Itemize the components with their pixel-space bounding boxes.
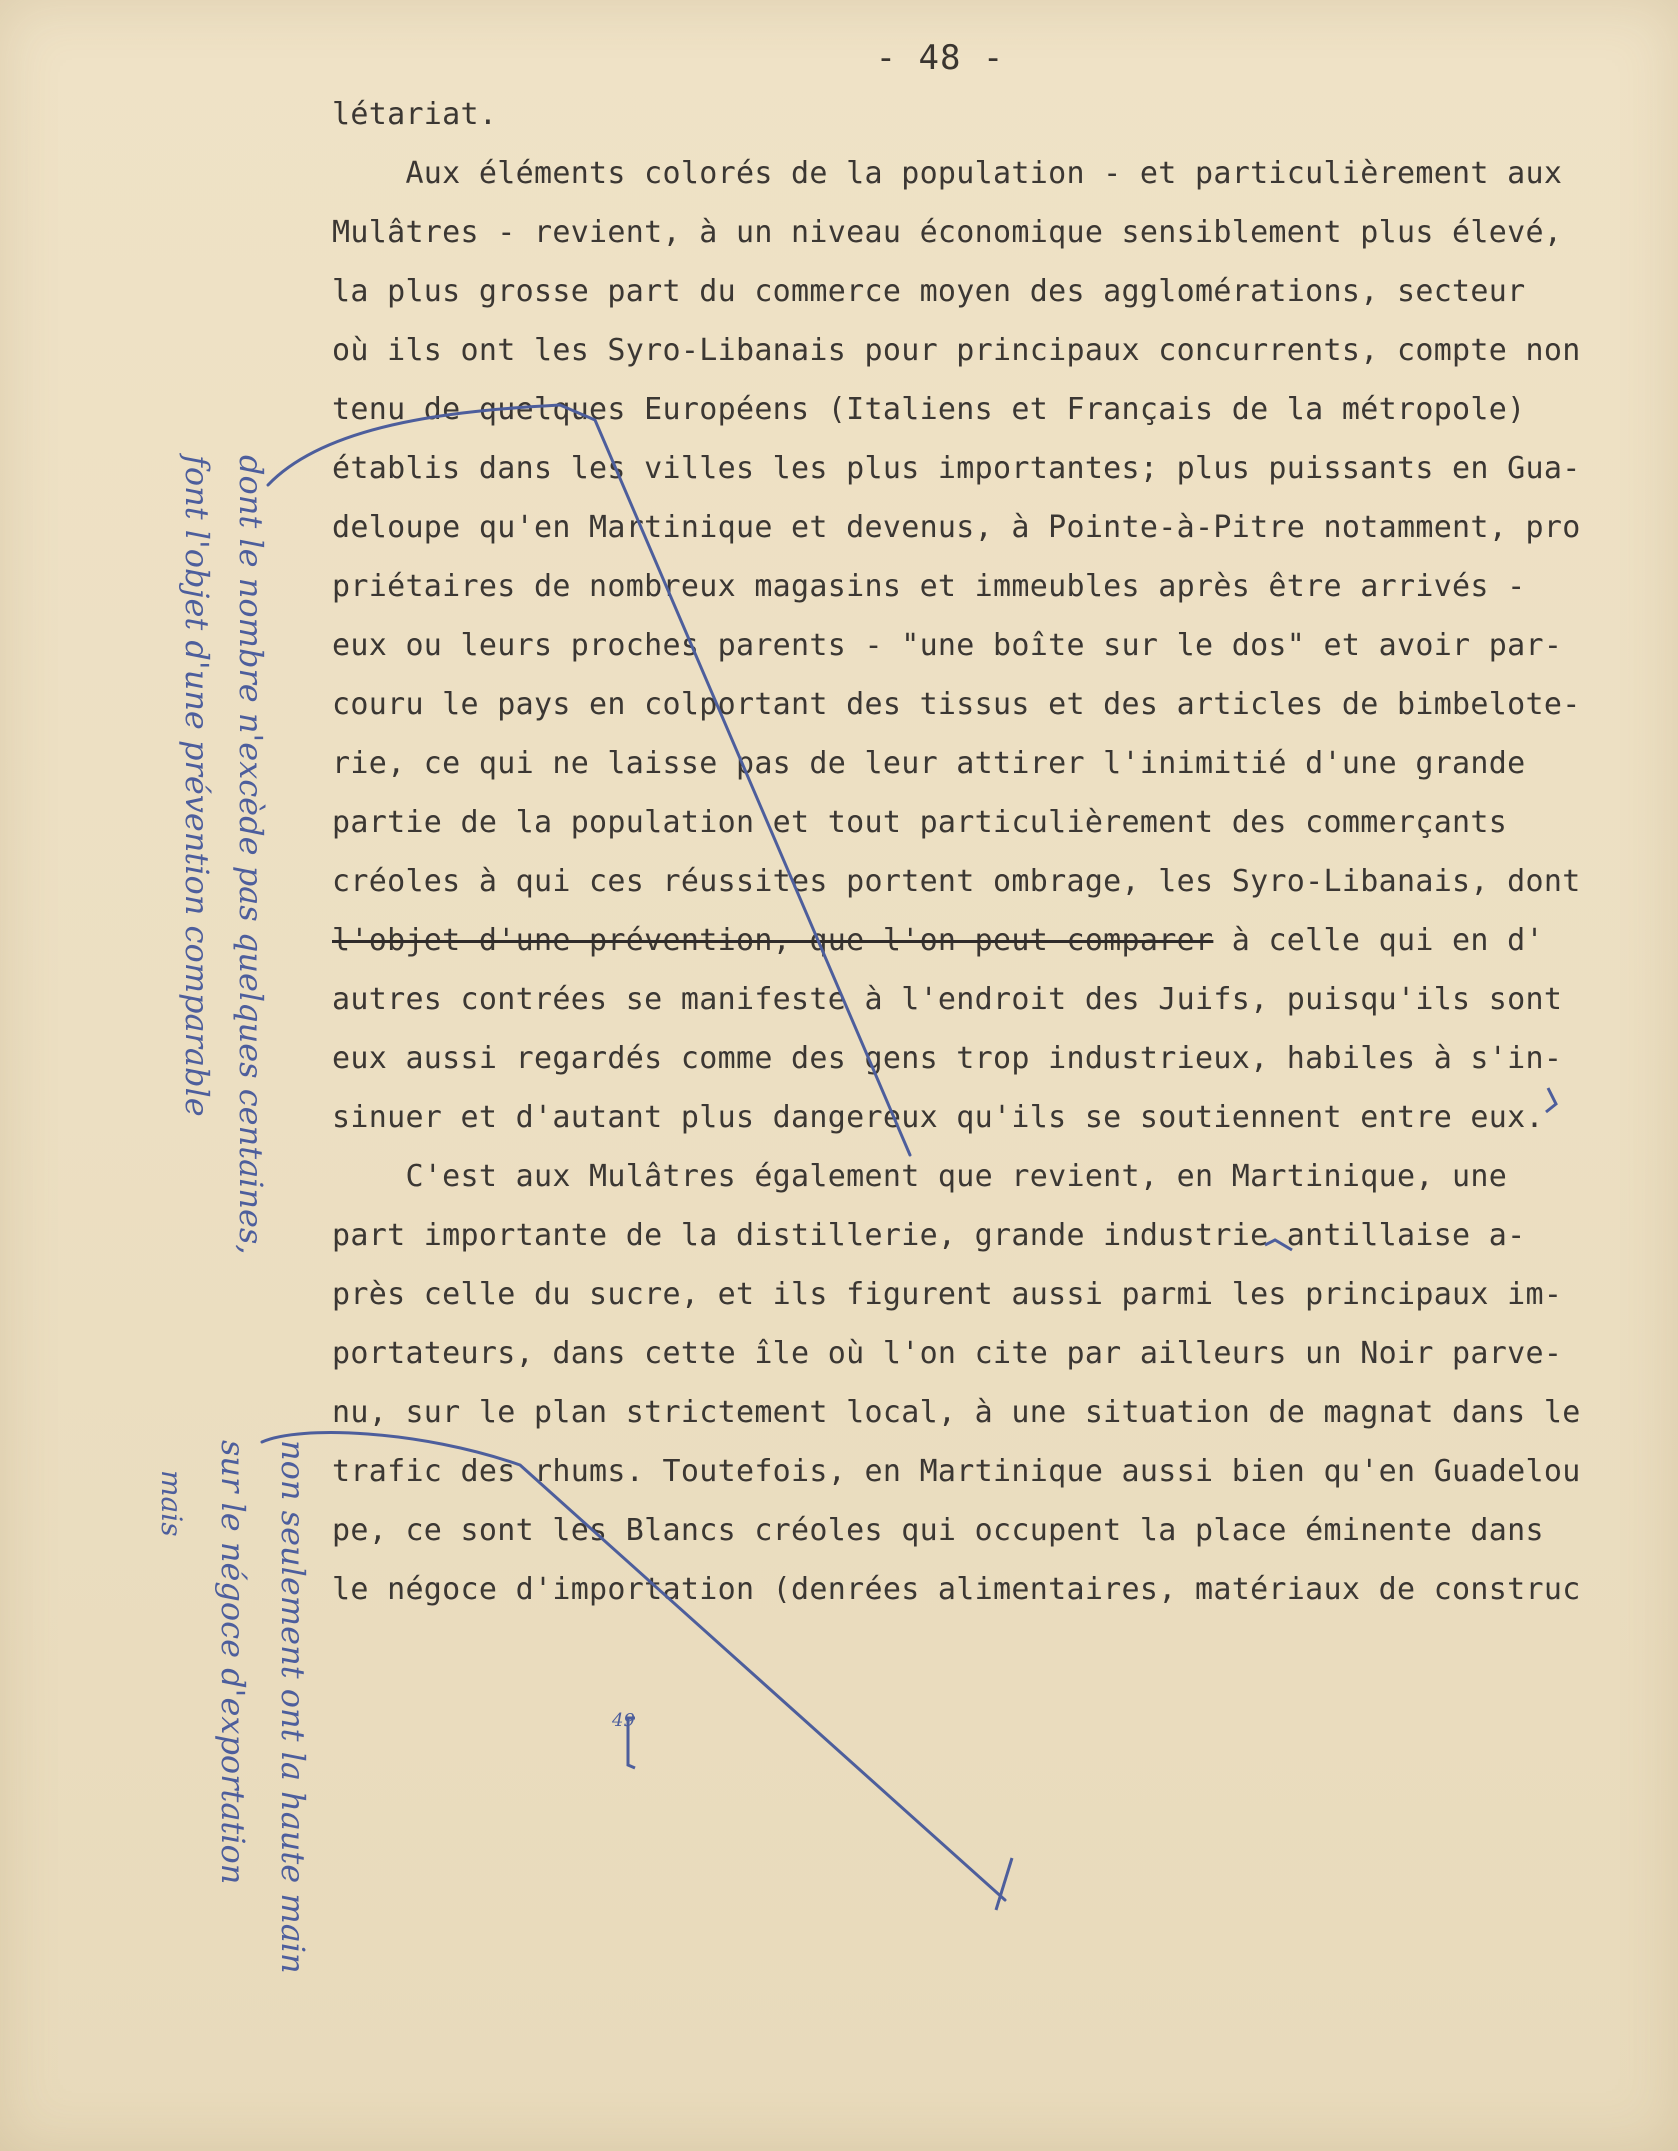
- deletion-stroke-2: [262, 1433, 1005, 1900]
- insertion-number: 49: [612, 1710, 635, 1731]
- text-line: nu, sur le plan strictement local, à une situation de magnat dans le: [332, 1395, 1581, 1430]
- text-line: priétaires de nombreux magasins et immeubles après être arrivés -: [332, 569, 1526, 604]
- insertion-slash: [996, 1858, 1012, 1910]
- text-line: pe, ce sont les Blancs créoles qui occupent la place éminente dans: [332, 1513, 1544, 1548]
- page-number: - 48 -: [875, 38, 1005, 78]
- text-line: établis dans les villes les plus importantes; plus puissants en Gua-: [332, 451, 1581, 486]
- margin-note-2-end: mais: [155, 1470, 188, 1537]
- text-line: eux ou leurs proches parents - "une boîte sur le dos" et avoir par-: [332, 628, 1563, 663]
- margin-note-2: non seulement ont la haute main: [274, 1440, 312, 1974]
- text-line: couru le pays en colportant des tissus et des articles de bimbelote-: [332, 687, 1581, 722]
- text-line: près celle du sucre, et ils figurent aussi parmi les principaux im-: [332, 1277, 1563, 1312]
- text-line: Mulâtres - revient, à un niveau économique sensiblement plus élevé,: [332, 215, 1563, 250]
- struck-line: [332, 921, 1544, 961]
- typed-body: [332, 95, 1667, 1607]
- text-line: le négoce d'importation (denrées alimentaires, matériaux de construc: [332, 1572, 1581, 1607]
- text-line: tenu de quelques Européens (Italiens et Français de la métropole): [332, 392, 1526, 427]
- struck-text: l'objet d'une prévention, que l'on peut comparer: [332, 923, 1214, 958]
- margin-note-1: dont le nombre n'excède pas quelques centaines,: [232, 455, 270, 1255]
- text-line: où ils ont les Syro-Libanais pour principaux concurrents, compte non: [332, 333, 1581, 368]
- text-line: autres contrées se manifeste à l'endroit des Juifs, puisqu'ils sont: [332, 982, 1563, 1017]
- text-line: créoles à qui ces réussites portent ombrage, les Syro-Libanais, dont: [332, 864, 1581, 899]
- text-line: portateurs, dans cette île où l'on cite par ailleurs un Noir parve-: [332, 1336, 1563, 1371]
- text-line: sinuer et d'autant plus dangereux qu'ils se soutiennent entre eux.: [332, 1100, 1544, 1135]
- text-line: létariat.: [332, 97, 498, 132]
- text-line: rie, ce qui ne laisse pas de leur attirer l'inimitié d'une grande: [332, 746, 1526, 781]
- text-line: eux aussi regardés comme des gens trop industrieux, habiles à s'in-: [332, 1041, 1563, 1076]
- text-line: deloupe qu'en Martinique et devenus, à Pointe-à-Pitre notamment, pro: [332, 510, 1581, 545]
- text-line: la plus grosse part du commerce moyen des agglomérations, secteur: [332, 274, 1526, 309]
- text-line: trafic des rhums. Toutefois, en Martinique aussi bien qu'en Guadelou: [332, 1454, 1581, 1489]
- margin-note-2-continued: sur le négoce d'exportation: [214, 1440, 252, 1885]
- margin-note-1-continued: font l'objet d'une prévention comparable: [178, 455, 216, 1117]
- text-line: partie de la population et tout particulièrement des commerçants: [332, 805, 1508, 840]
- text-line: part importante de la distillerie, grande industrie antillaise a-: [332, 1218, 1526, 1253]
- text-line: C'est aux Mulâtres également que revient, en Martinique, une: [332, 1159, 1508, 1194]
- caret-mark-1: [1546, 1088, 1556, 1112]
- struck-line-rest: à celle qui en d': [1213, 923, 1544, 958]
- text-line: Aux éléments colorés de la population - et particulièrement aux: [332, 156, 1563, 191]
